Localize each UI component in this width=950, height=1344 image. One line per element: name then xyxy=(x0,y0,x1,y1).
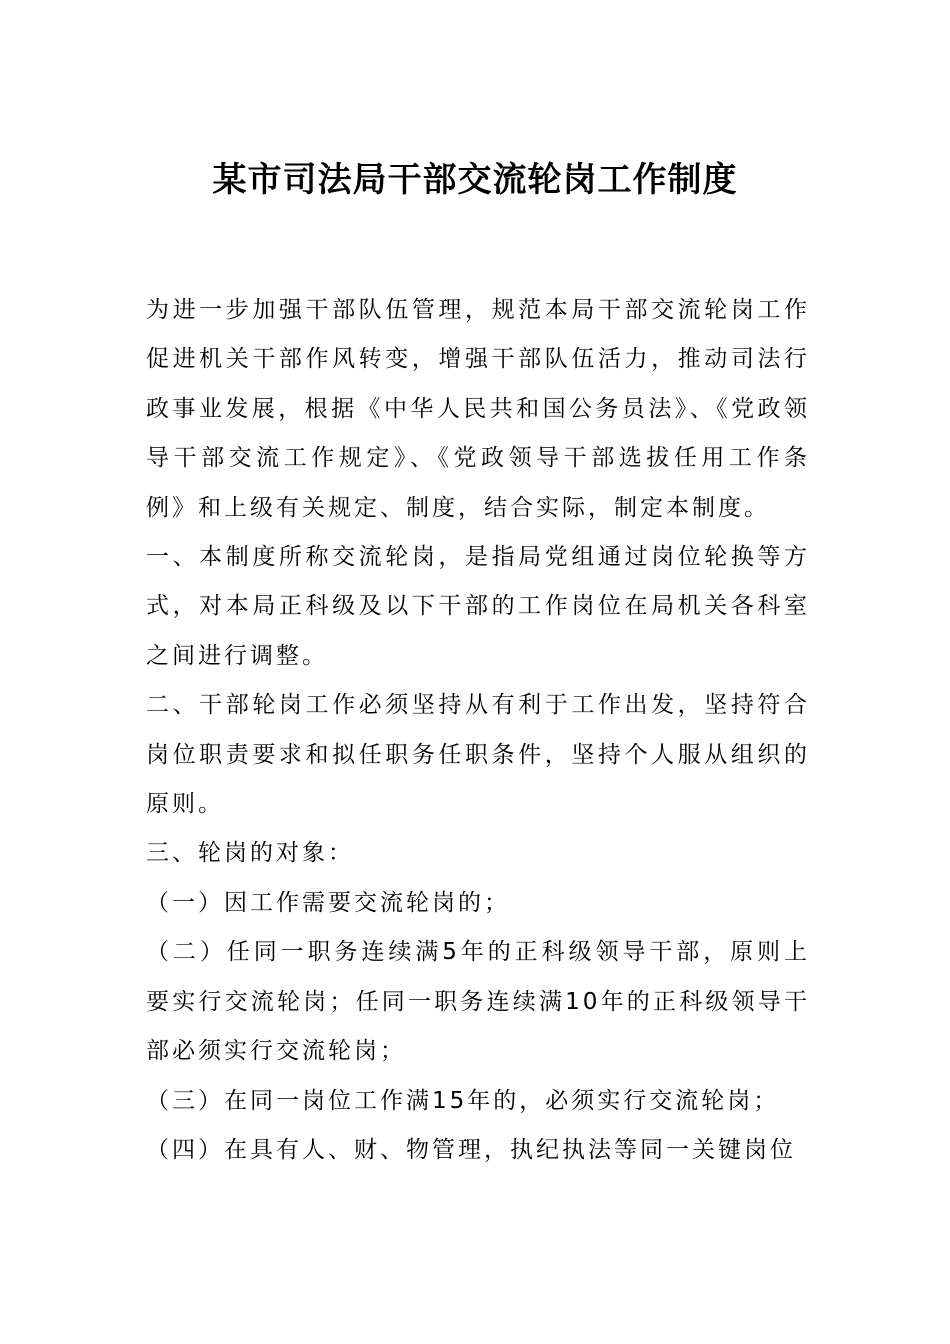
paragraph-article-1: 一、本制度所称交流轮岗，是指局党组通过岗位轮换等方式，对本局正科级及以下干部的工作岗位在局机关各科室之间进行调整。 xyxy=(146,544,810,669)
paragraph-item-4: （四）在具有人、财、物管理，执纪执法等同一关键岗位 xyxy=(146,1136,796,1163)
document-body xyxy=(146,286,810,1175)
paragraph-article-3-heading: 三、轮岗的对象： xyxy=(146,840,354,867)
paragraph-item-2: （二）任同一职务连续满5年的正科级领导干部，原则上要实行交流轮岗；任同一职务连续满10年的正科级领导干部必须实行交流轮岗； xyxy=(146,939,810,1065)
paragraph-item-1: （一）因工作需要交流轮岗的； xyxy=(146,889,510,916)
paragraph-preamble: 为进一步加强干部队伍管理，规范本局干部交流轮岗工作促进机关干部作风转变，增强干部队伍活力，推动司法行政事业发展，根据《中华人民共和国公务员法》、《党政领导干部交流工作规定》、《党政领导干部选拔任用工作条例》和上级有关规定、制度，结合实际，制定本制度。 xyxy=(146,297,810,521)
document-title: 某市司法局干部交流轮岗工作制度 xyxy=(212,160,738,200)
paragraph-item-3: （三）在同一岗位工作满15年的，必须实行交流轮岗； xyxy=(146,1087,780,1114)
paragraph-article-2: 二、干部轮岗工作必须坚持从有利于工作出发，坚持符合岗位职责要求和拟任职务任职条件，坚持个人服从组织的原则。 xyxy=(146,692,810,818)
